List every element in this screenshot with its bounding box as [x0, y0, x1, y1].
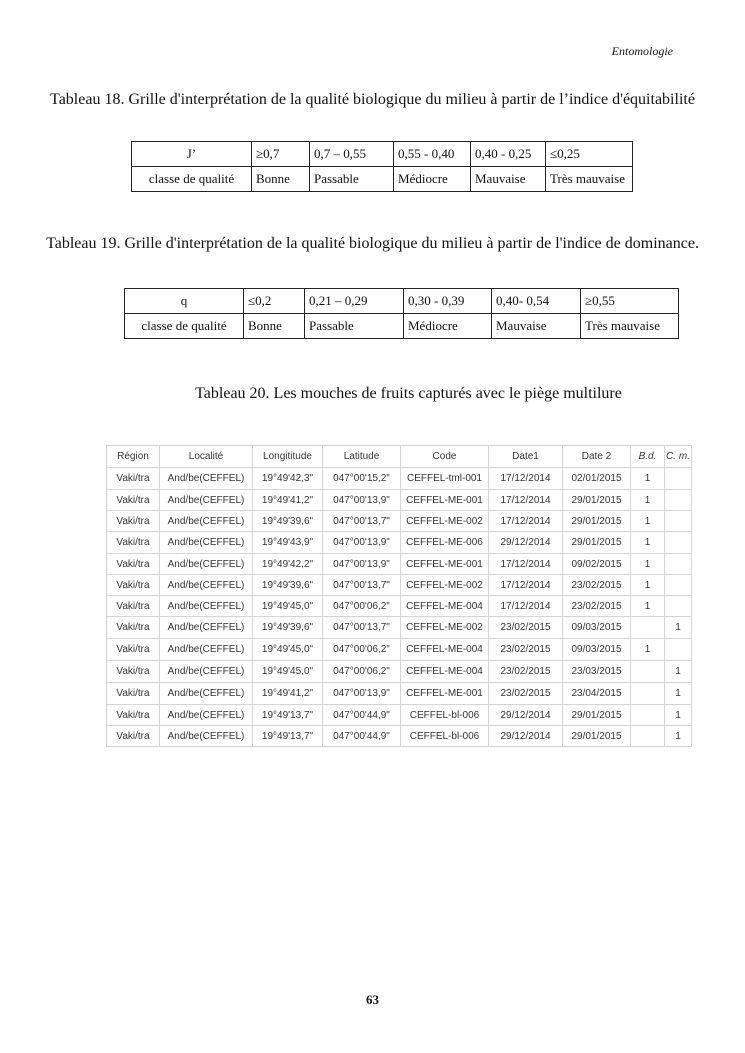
table-cell: 19°49'43,9": [253, 532, 323, 554]
table-cell: [665, 511, 692, 532]
table-row: [107, 596, 692, 617]
table-row: [107, 683, 692, 705]
table-cell: 047°00'13,9": [323, 490, 401, 511]
table-cell: 047°00'13,9": [323, 532, 401, 554]
table-cell: [665, 596, 692, 617]
table-18-equitability-grid: [131, 141, 633, 192]
table-cell: 19°49'13,7": [253, 726, 323, 747]
table-cell: 23/04/2015: [563, 683, 631, 705]
table-row: [132, 167, 633, 192]
table-cell: 1: [631, 575, 665, 596]
table-cell: And/be(CEFFEL): [160, 661, 253, 683]
table-cell: ≥0,55: [581, 289, 679, 314]
table-cell: 29/01/2015: [563, 490, 631, 511]
table-cell: [631, 683, 665, 705]
table-cell: q: [125, 289, 244, 314]
table-cell: Médiocre: [394, 167, 471, 192]
table-cell: CEFFEL-ME-006: [401, 532, 489, 554]
table-cell: 047°00'06,2": [323, 639, 401, 661]
table-row: [125, 314, 679, 339]
column-header-date1: Date1: [489, 446, 563, 468]
table-cell: 047°00'13,9": [323, 554, 401, 575]
table-cell: Passable: [305, 314, 404, 339]
table-cell: 1: [631, 490, 665, 511]
column-header-bd: B.d.: [631, 446, 665, 468]
table-cell: 23/02/2015: [563, 575, 631, 596]
table-cell: 1: [631, 532, 665, 554]
table-cell: 047°00'13,7": [323, 511, 401, 532]
table-row: [107, 639, 692, 661]
table-cell: 1: [665, 661, 692, 683]
table-cell: [665, 468, 692, 490]
table-20-caption: Tableau 20. Les mouches de fruits capturés avec le piège multilure: [195, 385, 622, 402]
table-cell: CEFFEL-ME-002: [401, 575, 489, 596]
table-cell: 1: [665, 617, 692, 639]
table-header-row: [107, 446, 692, 468]
table-cell: Mauvaise: [492, 314, 581, 339]
table-cell: [665, 490, 692, 511]
table-cell: 19°49'41,2": [253, 490, 323, 511]
table-cell: ≥0,7: [252, 142, 310, 167]
table-cell: And/be(CEFFEL): [160, 511, 253, 532]
table-cell: Vaki/tra: [107, 532, 160, 554]
table-cell: 047°00'06,2": [323, 596, 401, 617]
table-cell: CEFFEL-ME-001: [401, 554, 489, 575]
table-cell: 29/01/2015: [563, 511, 631, 532]
table-cell: And/be(CEFFEL): [160, 532, 253, 554]
table-cell: 19°49'39,6": [253, 575, 323, 596]
table-cell: CEFFEL-tml-001: [401, 468, 489, 490]
table-cell: 19°49'39,6": [253, 511, 323, 532]
table-row: [107, 532, 692, 554]
table-cell: Passable: [310, 167, 394, 192]
table-cell: Vaki/tra: [107, 661, 160, 683]
table-cell: CEFFEL-ME-002: [401, 511, 489, 532]
table-cell: CEFFEL-ME-004: [401, 596, 489, 617]
table-cell: 1: [665, 705, 692, 726]
table-cell: classe de qualité: [125, 314, 244, 339]
column-header-localite: Localité: [160, 446, 253, 468]
table-cell: CEFFEL-ME-002: [401, 617, 489, 639]
table-cell: 17/12/2014: [489, 596, 563, 617]
table-cell: And/be(CEFFEL): [160, 705, 253, 726]
table-cell: ≤0,2: [244, 289, 305, 314]
table-cell: Vaki/tra: [107, 617, 160, 639]
table-cell: 09/03/2015: [563, 617, 631, 639]
table-row: [107, 726, 692, 747]
table-row: [107, 468, 692, 490]
table-cell: 19°49'41,2": [253, 683, 323, 705]
table-cell: CEFFEL-ME-001: [401, 683, 489, 705]
table-cell: 17/12/2014: [489, 511, 563, 532]
table-cell: 1: [631, 511, 665, 532]
table-row: [107, 575, 692, 596]
table-row: [107, 661, 692, 683]
column-header-cm: C. m.: [665, 446, 692, 468]
table-cell: Vaki/tra: [107, 511, 160, 532]
table-cell: Vaki/tra: [107, 639, 160, 661]
table-cell: 19°49'42,3": [253, 468, 323, 490]
table-cell: And/be(CEFFEL): [160, 490, 253, 511]
table-cell: And/be(CEFFEL): [160, 726, 253, 747]
table-row: [107, 511, 692, 532]
table-cell: CEFFEL-ME-004: [401, 639, 489, 661]
table-cell: 1: [631, 596, 665, 617]
table-cell: 19°49'45,0": [253, 639, 323, 661]
column-header-latitude: Latitude: [323, 446, 401, 468]
column-header-code: Code: [401, 446, 489, 468]
table-cell: 047°00'44,9": [323, 726, 401, 747]
table-cell: 29/12/2014: [489, 726, 563, 747]
table-row: [107, 490, 692, 511]
table-cell: Vaki/tra: [107, 596, 160, 617]
table-cell: [665, 532, 692, 554]
table-cell: [631, 661, 665, 683]
table-cell: CEFFEL-bl-006: [401, 726, 489, 747]
table-cell: 29/01/2015: [563, 532, 631, 554]
table-cell: CEFFEL-ME-001: [401, 490, 489, 511]
table-cell: 29/01/2015: [563, 726, 631, 747]
table-row: [125, 289, 679, 314]
table-row: [107, 554, 692, 575]
table-cell: Bonne: [244, 314, 305, 339]
table-cell: Médiocre: [404, 314, 492, 339]
table-cell: 1: [665, 683, 692, 705]
table-20-fruit-flies-captures: [106, 445, 692, 747]
column-header-region: Région: [107, 446, 160, 468]
table-cell: 1: [631, 639, 665, 661]
table-cell: 19°49'45,0": [253, 661, 323, 683]
table-cell: 19°49'39,6": [253, 617, 323, 639]
table-cell: 29/01/2015: [563, 705, 631, 726]
table-19-caption: Tableau 19. Grille d'interprétation de la qualité biologique du milieu à partir de l'indice de dominance.: [46, 235, 699, 252]
table-cell: 1: [631, 554, 665, 575]
table-cell: And/be(CEFFEL): [160, 596, 253, 617]
table-18-caption: Tableau 18. Grille d'interprétation de la qualité biologique du milieu à partir de l’indice d'équitabilité: [50, 91, 695, 108]
table-cell: Mauvaise: [471, 167, 546, 192]
table-cell: And/be(CEFFEL): [160, 554, 253, 575]
table-cell: ≤0,25: [546, 142, 633, 167]
column-header-date2: Date 2: [563, 446, 631, 468]
table-cell: Vaki/tra: [107, 705, 160, 726]
table-20-body: [107, 468, 692, 747]
table-row: [132, 142, 633, 167]
table-cell: Vaki/tra: [107, 726, 160, 747]
table-cell: 0,55 - 0,40: [394, 142, 471, 167]
table-cell: 23/02/2015: [489, 639, 563, 661]
table-cell: 09/02/2015: [563, 554, 631, 575]
table-cell: Vaki/tra: [107, 554, 160, 575]
table-cell: CEFFEL-bl-006: [401, 705, 489, 726]
table-cell: 09/03/2015: [563, 639, 631, 661]
table-cell: Vaki/tra: [107, 490, 160, 511]
table-cell: Très mauvaise: [546, 167, 633, 192]
table-cell: 047°00'06,2": [323, 661, 401, 683]
table-cell: classe de qualité: [132, 167, 252, 192]
table-row: [107, 617, 692, 639]
table-cell: And/be(CEFFEL): [160, 683, 253, 705]
table-cell: 17/12/2014: [489, 575, 563, 596]
table-cell: And/be(CEFFEL): [160, 468, 253, 490]
table-cell: [631, 726, 665, 747]
table-cell: 23/02/2015: [563, 596, 631, 617]
table-cell: 047°00'15,2": [323, 468, 401, 490]
table-cell: 047°00'13,9": [323, 683, 401, 705]
table-cell: 19°49'42,2": [253, 554, 323, 575]
table-cell: 047°00'44,9": [323, 705, 401, 726]
table-cell: Bonne: [252, 167, 310, 192]
table-cell: 0,21 – 0,29: [305, 289, 404, 314]
table-cell: Très mauvaise: [581, 314, 679, 339]
table-cell: 17/12/2014: [489, 468, 563, 490]
table-cell: [665, 554, 692, 575]
table-cell: Vaki/tra: [107, 683, 160, 705]
table-cell: 23/02/2015: [489, 661, 563, 683]
table-cell: Vaki/tra: [107, 468, 160, 490]
table-cell: CEFFEL-ME-004: [401, 661, 489, 683]
running-header: Entomologie: [611, 44, 673, 58]
table-cell: 0,40 - 0,25: [471, 142, 546, 167]
column-header-longitude: Longititude: [253, 446, 323, 468]
table-cell: 23/02/2015: [489, 683, 563, 705]
table-cell: [665, 575, 692, 596]
table-19-dominance-grid: [124, 288, 679, 339]
table-cell: 29/12/2014: [489, 532, 563, 554]
table-cell: And/be(CEFFEL): [160, 639, 253, 661]
table-cell: And/be(CEFFEL): [160, 575, 253, 596]
table-cell: 047°00'13,7": [323, 575, 401, 596]
table-cell: 0,7 – 0,55: [310, 142, 394, 167]
table-cell: 23/02/2015: [489, 617, 563, 639]
table-cell: 19°49'13,7": [253, 705, 323, 726]
table-cell: 0,30 - 0,39: [404, 289, 492, 314]
table-cell: 1: [631, 468, 665, 490]
page-number: 63: [366, 992, 379, 1007]
table-cell: 1: [665, 726, 692, 747]
table-cell: [631, 705, 665, 726]
table-cell: Vaki/tra: [107, 575, 160, 596]
table-cell: 29/12/2014: [489, 705, 563, 726]
table-cell: And/be(CEFFEL): [160, 617, 253, 639]
table-cell: J’: [132, 142, 252, 167]
table-cell: 0,40- 0,54: [492, 289, 581, 314]
table-cell: 23/03/2015: [563, 661, 631, 683]
table-cell: 02/01/2015: [563, 468, 631, 490]
table-cell: 17/12/2014: [489, 554, 563, 575]
table-cell: 17/12/2014: [489, 490, 563, 511]
table-row: [107, 705, 692, 726]
table-cell: 19°49'45,0": [253, 596, 323, 617]
table-cell: 047°00'13,7": [323, 617, 401, 639]
table-cell: [631, 617, 665, 639]
table-cell: [665, 639, 692, 661]
